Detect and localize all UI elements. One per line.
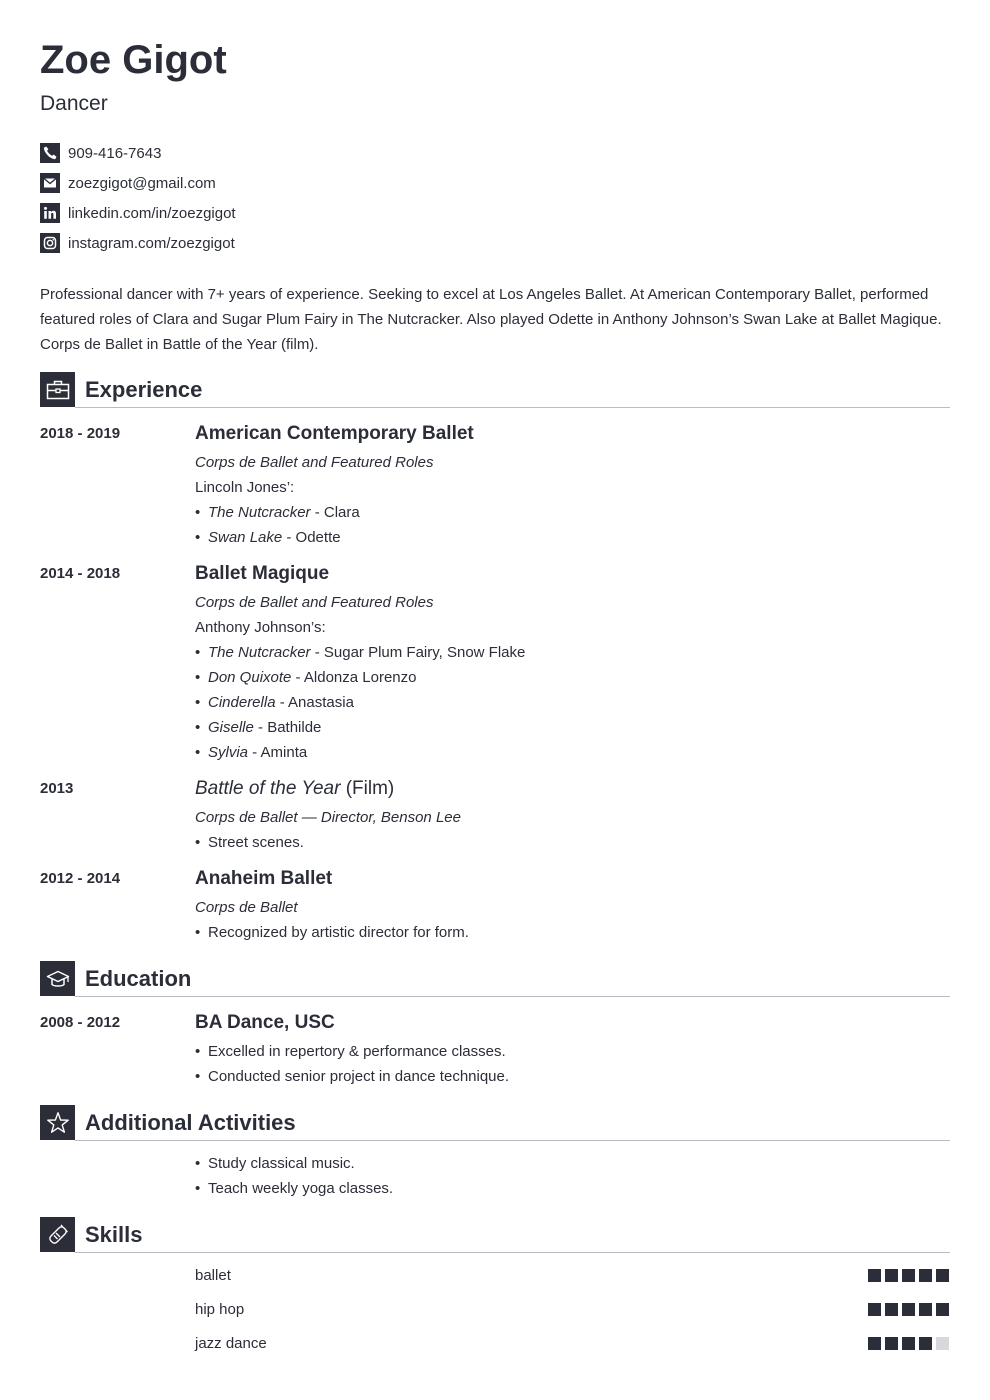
contact-instagram bbox=[40, 228, 236, 258]
rating-square-filled bbox=[868, 1269, 881, 1282]
degree-name: BA Dance, USC bbox=[195, 1012, 335, 1033]
job-role: Corps de Ballet — Director, Benson Lee bbox=[195, 809, 461, 826]
rating-square-empty bbox=[936, 1337, 949, 1350]
profile-summary: Professional dancer with 7+ years of experience. Seeking to excel at Los Angeles Ballet. At American Contemporary Ballet, performed featured roles of Clara and Sugar Plum Fairy in The Nutcracker. Also played Odette in Anthony Johnson’s Swan Lake at Ballet Magique. Corps de Ballet in Battle of the Year (film). bbox=[40, 286, 942, 353]
rating-square-filled bbox=[902, 1269, 915, 1282]
bullet-item: • Giselle - Bathilde bbox=[195, 715, 950, 740]
skills-icon bbox=[40, 1217, 75, 1252]
skill-row bbox=[195, 1266, 950, 1286]
bullet-item: • Study classical music. bbox=[195, 1151, 950, 1176]
entry-date: 2008 - 2012 bbox=[40, 1014, 121, 1031]
bullet-item: • Conducted senior project in dance technique. bbox=[195, 1064, 950, 1089]
section-divider bbox=[75, 407, 950, 408]
entry-date: 2012 - 2014 bbox=[40, 870, 121, 887]
job-role: Corps de Ballet and Featured Roles bbox=[195, 594, 434, 611]
company-name: Ballet Magique bbox=[195, 563, 330, 584]
entry-date: 2014 - 2018 bbox=[40, 565, 121, 582]
section-skills bbox=[40, 1217, 950, 1253]
skill-row bbox=[195, 1300, 950, 1320]
contact-text[interactable]: instagram.com/zoezgigot bbox=[68, 234, 235, 252]
company-name: Battle of the Year (Film) bbox=[195, 778, 395, 799]
star-icon bbox=[40, 1105, 75, 1140]
contact-text[interactable]: zoezgigot@gmail.com bbox=[68, 174, 216, 192]
section-divider bbox=[75, 1252, 950, 1253]
bullet-item: • Swan Lake - Odette bbox=[195, 525, 950, 550]
rating-square-filled bbox=[936, 1269, 949, 1282]
rating-square-filled bbox=[919, 1269, 932, 1282]
bullet-item: • The Nutcracker - Sugar Plum Fairy, Snow Flake bbox=[195, 640, 950, 665]
bullet-item: • Don Quixote - Aldonza Lorenzo bbox=[195, 665, 950, 690]
contact-email bbox=[40, 168, 236, 198]
rating-square-filled bbox=[902, 1337, 915, 1350]
bullet-item: • The Nutcracker - Clara bbox=[195, 500, 950, 525]
section-education bbox=[40, 961, 950, 997]
rating-square-filled bbox=[919, 1303, 932, 1316]
skill-rating bbox=[864, 1303, 949, 1316]
rating-square-filled bbox=[936, 1303, 949, 1316]
company-name: American Contemporary Ballet bbox=[195, 423, 474, 444]
section-experience bbox=[40, 372, 950, 408]
entry-intro: Lincoln Jones’: bbox=[195, 479, 295, 496]
section-activities bbox=[40, 1105, 950, 1141]
job-role: Corps de Ballet and Featured Roles bbox=[195, 454, 434, 471]
contact-text[interactable]: 909-416-7643 bbox=[68, 144, 162, 162]
skill-name: jazz dance bbox=[195, 1335, 267, 1352]
company-name: Anaheim Ballet bbox=[195, 868, 333, 889]
bullet-item: • Recognized by artistic director for form. bbox=[195, 920, 950, 945]
skill-rating bbox=[864, 1269, 949, 1282]
bullet-item: • Cinderella - Anastasia bbox=[195, 690, 950, 715]
skill-rating bbox=[864, 1337, 949, 1350]
skill-row bbox=[195, 1334, 950, 1354]
job-title: Dancer bbox=[40, 92, 108, 115]
section-divider bbox=[75, 1140, 950, 1141]
contact-list bbox=[40, 138, 236, 258]
email-icon bbox=[40, 173, 60, 193]
job-role: Corps de Ballet bbox=[195, 899, 298, 916]
section-title: Additional Activities bbox=[85, 1110, 296, 1135]
graduation-cap-icon bbox=[40, 961, 75, 996]
section-title: Skills bbox=[85, 1222, 143, 1247]
section-divider bbox=[75, 996, 950, 997]
instagram-icon bbox=[40, 233, 60, 253]
entry-intro: Anthony Johnson’s: bbox=[195, 619, 326, 636]
entry-date: 2013 bbox=[40, 780, 74, 797]
contact-text[interactable]: linkedin.com/in/zoezgigot bbox=[68, 204, 236, 222]
section-title: Education bbox=[85, 966, 192, 991]
bullet-item: • Street scenes. bbox=[195, 830, 950, 855]
skill-name: ballet bbox=[195, 1267, 231, 1284]
contact-phone bbox=[40, 138, 236, 168]
skill-name: hip hop bbox=[195, 1301, 245, 1318]
candidate-name: Zoe Gigot bbox=[40, 38, 227, 82]
rating-square-filled bbox=[902, 1303, 915, 1316]
linkedin-icon bbox=[40, 203, 60, 223]
entry-date: 2018 - 2019 bbox=[40, 425, 121, 442]
phone-icon bbox=[40, 143, 60, 163]
rating-square-filled bbox=[885, 1303, 898, 1316]
rating-square-filled bbox=[885, 1269, 898, 1282]
section-title: Experience bbox=[85, 377, 203, 402]
contact-linkedin bbox=[40, 198, 236, 228]
bullet-item: • Excelled in repertory & performance classes. bbox=[195, 1039, 950, 1064]
bullet-item: • Teach weekly yoga classes. bbox=[195, 1176, 950, 1201]
rating-square-filled bbox=[868, 1303, 881, 1316]
bullet-item: • Sylvia - Aminta bbox=[195, 740, 950, 765]
rating-square-filled bbox=[868, 1337, 881, 1350]
rating-square-filled bbox=[885, 1337, 898, 1350]
rating-square-filled bbox=[919, 1337, 932, 1350]
briefcase-icon bbox=[40, 372, 75, 407]
